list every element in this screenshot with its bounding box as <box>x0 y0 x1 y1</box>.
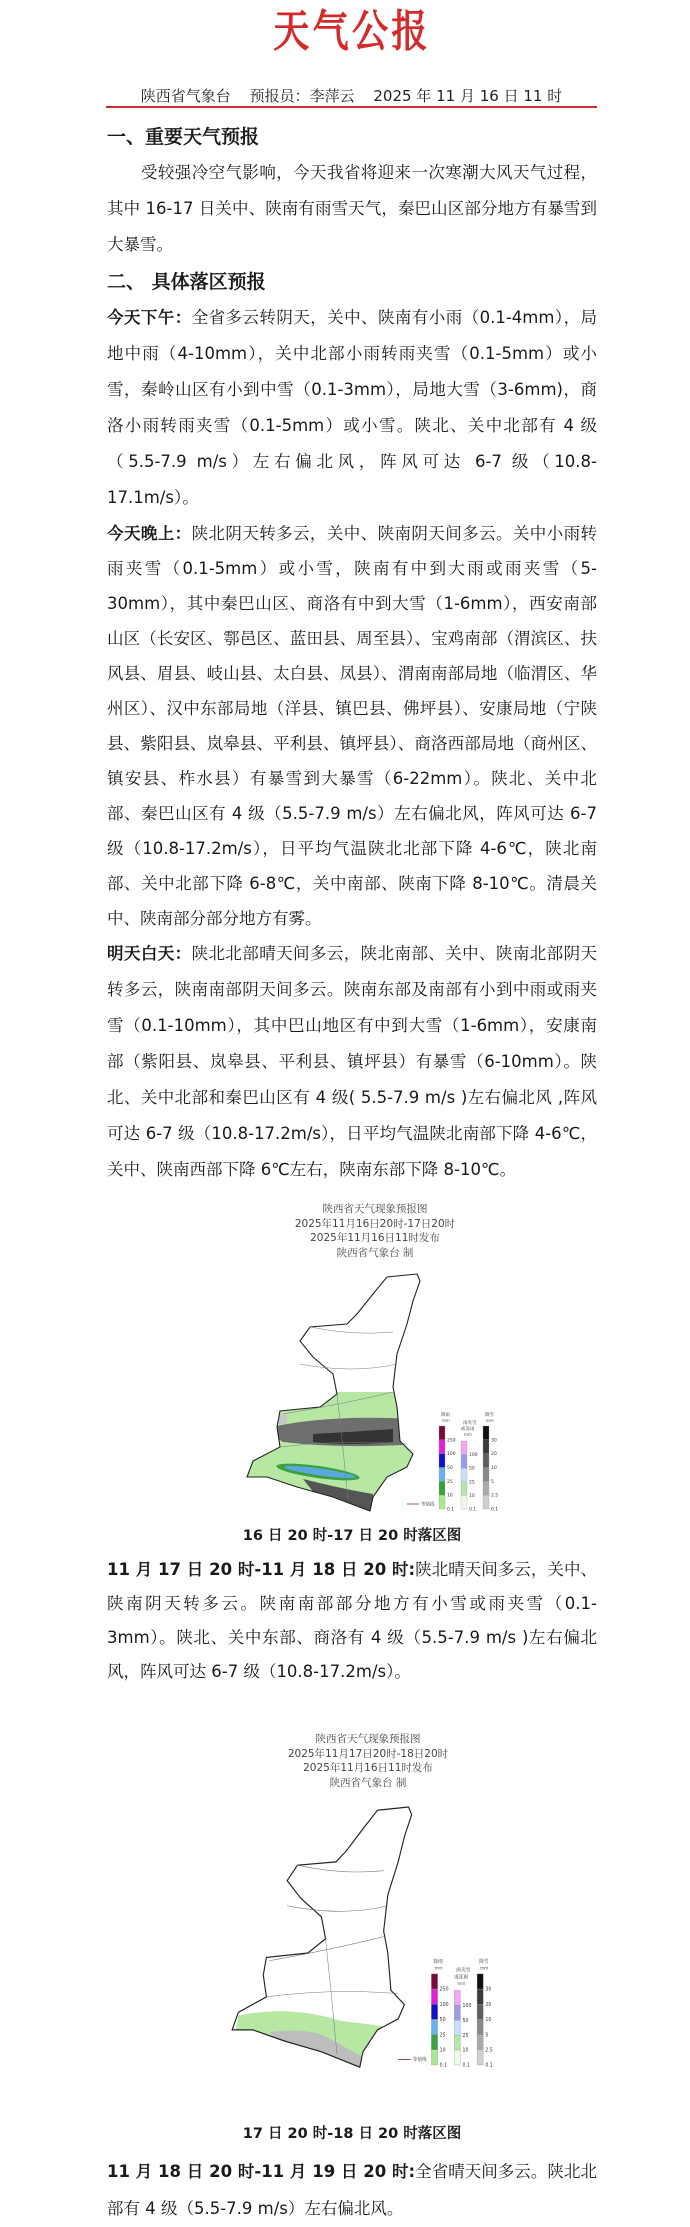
map2-block <box>107 1732 597 2153</box>
map-title-line: 2025年11月17日20时-18日20时 <box>287 1747 449 1760</box>
legend-tick-label: 100 <box>447 1452 456 1458</box>
legend-title: 或冻雨 <box>454 1975 469 1981</box>
legend-tick-label: 10 <box>491 1466 497 1471</box>
legend-tick-label: 10 <box>462 2048 469 2054</box>
legend-tick-label: 50 <box>439 2018 446 2024</box>
legend-tick-label: 2.5 <box>491 1493 499 1499</box>
section-heading-areas: 二、 具体落区预报 <box>107 271 266 293</box>
period-label: 11 月 17 日 20 时-11 月 18 日 20 时: <box>107 1560 416 1579</box>
legend-swatch <box>454 2050 460 2065</box>
legend-tick-label: 5 <box>491 1479 494 1485</box>
legend-swatch <box>477 2050 483 2065</box>
map1-title <box>225 1202 525 1260</box>
legend-unit: mm <box>464 1432 472 1437</box>
legend-tick-label: 100 <box>462 2003 472 2009</box>
legend-tick-label: 100 <box>469 1453 478 1459</box>
legend-unit: mm <box>434 1966 443 1972</box>
map1-block <box>107 1202 597 1553</box>
legend-tick-label: 10 <box>469 1493 475 1499</box>
legend-swatch <box>454 2005 460 2020</box>
legend-swatch <box>483 1495 489 1509</box>
map-title-line: 2025年11月16日11时发布 <box>303 1762 433 1774</box>
legend-swatch <box>431 2050 437 2065</box>
map-title-line: 陕西省天气现象预报图 <box>322 1203 428 1215</box>
legend-tick-label: 250 <box>447 1438 456 1444</box>
header-divider <box>106 106 597 108</box>
section-heading-important: 一、重要天气预报 <box>107 126 260 148</box>
bulletin-body <box>107 119 597 2227</box>
legend-title: 降雨 <box>441 1413 450 1418</box>
legend-tick-label: 5 <box>485 2033 489 2039</box>
legend-unit: mm <box>480 1966 489 1972</box>
legend-swatch <box>439 1481 445 1495</box>
byline <box>106 86 597 106</box>
legend-tick-label: 0.1 <box>462 2063 470 2069</box>
legend-swatch <box>454 1990 460 2005</box>
issue-time: 2025 年 11 月 16 日 11 时 <box>373 87 563 105</box>
legend-swatch <box>477 2035 483 2050</box>
important-forecast-text: 受较强冷空气影响，今天我省将迎来一次寒潮大风天气过程，其中 16-17 日关中、陕南有雨雪天气，秦巴山区部分地方有暴雪到大暴雪。 <box>107 163 597 254</box>
legend-tick-label: 25 <box>462 2033 469 2039</box>
legend-tick-label: 2.5 <box>485 2048 493 2054</box>
legend-tick-label: 0.1 <box>491 1507 499 1513</box>
forecast-tomorrow-daytime <box>107 936 597 1202</box>
map-title-line: 陕西省气象台 制 <box>336 1246 414 1259</box>
legend-tick-label: 100 <box>439 2002 449 2008</box>
legend-swatch <box>454 2020 460 2035</box>
legend-swatch <box>461 1495 467 1509</box>
legend-swatch <box>461 1455 467 1469</box>
legend-swatch <box>439 1468 445 1482</box>
legend-swatch <box>431 2004 437 2019</box>
map-title-line: 2025年11月16日11时发布 <box>310 1232 440 1244</box>
legend-title: 雨夹雪 <box>456 1968 471 1974</box>
period-text: 陕北晴天间多云，关中、陕南阴天转多云。陕南南部部分地方有小雪或雨夹雪（0.1-3mm）。陕北、关中东部、商洛有 4 级（5.5-7.9 m/s )左右偏北风，阵风可达 6-7 级（10.8-17.2m/s）。 <box>107 1560 597 1681</box>
precipitation-areas <box>243 1392 443 1519</box>
legend-swatch <box>477 2004 483 2019</box>
bulletin-title-text: 天气公报 <box>273 6 431 57</box>
forecast-nov18-19 <box>107 2153 597 2227</box>
legend-swatch <box>483 1481 489 1495</box>
legend-tick-label: 30 <box>485 1987 492 1993</box>
legend-unit: mm <box>486 1418 494 1423</box>
legend-swatch <box>477 1974 483 1989</box>
legend-tick-label: 25 <box>447 1479 453 1485</box>
legend-unit: mm <box>442 1418 450 1423</box>
legend-tick-label: 50 <box>447 1466 453 1471</box>
legend-tick-label: 25 <box>469 1480 475 1486</box>
legend-tick-label: 50 <box>462 2018 469 2024</box>
period-label: 11 月 18 日 20 时-11 月 19 日 20 时: <box>107 2162 416 2181</box>
period-text: 陕北北部晴天间多云，陕北南部、关中、陕南北部阴天转多云，陕南南部阴天间多云。陕南东部及南部有小到中雨或雨夹雪（0.1-10mm），其中巴山地区有中到大雪（1-6mm），安康南部（紫阳县、岚皋县、平利县、镇坪县）有暴雪（6-10mm）。陕北、关中北部和秦巴山区有 4 级( 5.5-7.9 m/s )左右偏北风 ,阵风可达 6-7 级（10.8-17.2m/s），日平均气温陕北南部下降 4-6℃，关中、陕南西部下降 6℃左右，陕南东部下降 8-10℃。 <box>107 944 598 1179</box>
legend-title: 降雪 <box>485 1413 494 1418</box>
forecast-nov17-18 <box>107 1553 597 1732</box>
bulletin-title <box>0 4 690 60</box>
precipitation-map-1 <box>243 1264 508 1519</box>
legend-swatch <box>431 1974 437 1989</box>
legend-swatch <box>483 1454 489 1468</box>
legend-tick-label: 250 <box>439 1987 449 1993</box>
legend-tick-label: 50 <box>469 1466 475 1472</box>
forecast-this-afternoon <box>107 300 597 516</box>
legend-title: 雨夹雪 <box>463 1421 477 1426</box>
legend-tick-label: 10 <box>447 1493 453 1499</box>
legend-swatch <box>483 1440 489 1454</box>
map1-caption: 16 日 20 时-17 日 20 时落区图 <box>242 1528 462 1544</box>
legend-title: 降雨 <box>433 1959 443 1965</box>
period-text: 陕北阴天转多云，关中、陕南阴天间多云。关中小雨转雨夹雪（0.1-5mm）或小雪，陕南有中到大雨或雨夹雪（5-30mm），其中秦巴山区、商洛有中到大雪（1-6mm），西安南部山区（长安区、鄠邑区、蓝田县、周至县）、宝鸡南部（渭滨区、扶风县、眉县、岐山县、太白县、凤县）、渭南南部局地（临渭区、华州区）、汉中东部局地（洋县、镇巴县、佛坪县）、安康局地（宁陕县、紫阳县、岚皋县、平利县、镇坪县）、商洛西部局地（商州区、镇安县、柞水县）有暴雪到大暴雪（6-22mm）。陕北、关中北部、秦巴山区有 4 级（5.5-7.9 m/s）左右偏北风，阵风可达 6-7 级（10.8-17.2m/s），日平均气温陕北北部下降 4-6℃，陕北南部、关中北部下降 6-8℃，关中南部、陕南下降 8-10℃。清晨关中、陕南部分部分地方有雾。 <box>107 524 598 928</box>
legend-tick-label: 0.1 <box>439 2063 448 2069</box>
legend-swatch <box>439 1454 445 1468</box>
legend-swatch <box>454 2035 460 2050</box>
legend-unit: mm <box>457 1981 466 1987</box>
legend-swatch <box>431 1989 437 2004</box>
legend-swatch <box>439 1495 445 1509</box>
legend-swatch <box>439 1440 445 1454</box>
forecaster: 预报员：李萍云 <box>249 87 355 105</box>
legend-title: 或冻雨 <box>461 1427 475 1432</box>
legend-swatch <box>431 2019 437 2034</box>
legend-swatch <box>461 1441 467 1455</box>
legend-swatch <box>477 2019 483 2034</box>
isoline-legend-label: 等值线 <box>412 2058 427 2064</box>
legend-tick-label: 10 <box>485 2018 492 2024</box>
legend-tick-label: 0.1 <box>485 2063 493 2069</box>
map-title-line: 2025年11月16日20时-17日20时 <box>294 1217 456 1230</box>
map-title-line: 陕西省天气现象预报图 <box>315 1733 421 1745</box>
legend-tick-label: 20 <box>485 2002 492 2008</box>
period-label: 明天白天： <box>107 944 192 963</box>
legend-tick-label: 25 <box>439 2033 446 2039</box>
precipitation-map-2 <box>228 1796 503 2076</box>
legend-title: 降雪 <box>479 1959 489 1965</box>
legend-tick-label: 20 <box>491 1452 497 1458</box>
period-label: 今天晚上： <box>107 524 192 543</box>
legend-swatch <box>477 1989 483 2004</box>
legend-swatch <box>461 1468 467 1482</box>
isoline-legend-label: 等值线 <box>421 1502 435 1508</box>
legend-swatch <box>439 1426 445 1440</box>
legend-tick-label: 0.1 <box>447 1507 455 1513</box>
legend-tick-label: 30 <box>491 1438 497 1444</box>
period-text: 全省多云转阴天，关中、陕南有小雨（0.1-4mm），局地中雨（4-10mm），关中北部小雨转雨夹雪（0.1-5mm）或小雪，秦岭山区有小到中雪（0.1-3mm），局地大雪（3-6mm)，商洛小雨转雨夹雪（0.1-5mm）或小雪。陕北、关中北部有 4 级（5.5-7.9 m/s）左右偏北风，阵风可达 6-7 级（10.8-17.1m/s）。 <box>107 308 598 507</box>
map2-title <box>218 1732 518 1790</box>
agency: 陕西省气象台 <box>140 87 231 105</box>
legend-swatch <box>483 1468 489 1482</box>
legend-swatch <box>483 1426 489 1440</box>
period-label: 今天下午： <box>107 308 192 327</box>
legend-swatch <box>431 2035 437 2050</box>
map2-caption: 17 日 20 时-18 日 20 时落区图 <box>242 2126 462 2142</box>
legend-tick-label: 0.1 <box>469 1507 477 1513</box>
legend-tick-label: 10 <box>439 2048 446 2054</box>
forecast-tonight <box>107 516 597 936</box>
legend-swatch <box>461 1482 467 1496</box>
period-text: 全省晴天间多云。陕北北部有 4 级（5.5-7.9 m/s）左右偏北风。 <box>107 2162 597 2218</box>
map-title-line: 陕西省气象台 制 <box>329 1776 407 1789</box>
